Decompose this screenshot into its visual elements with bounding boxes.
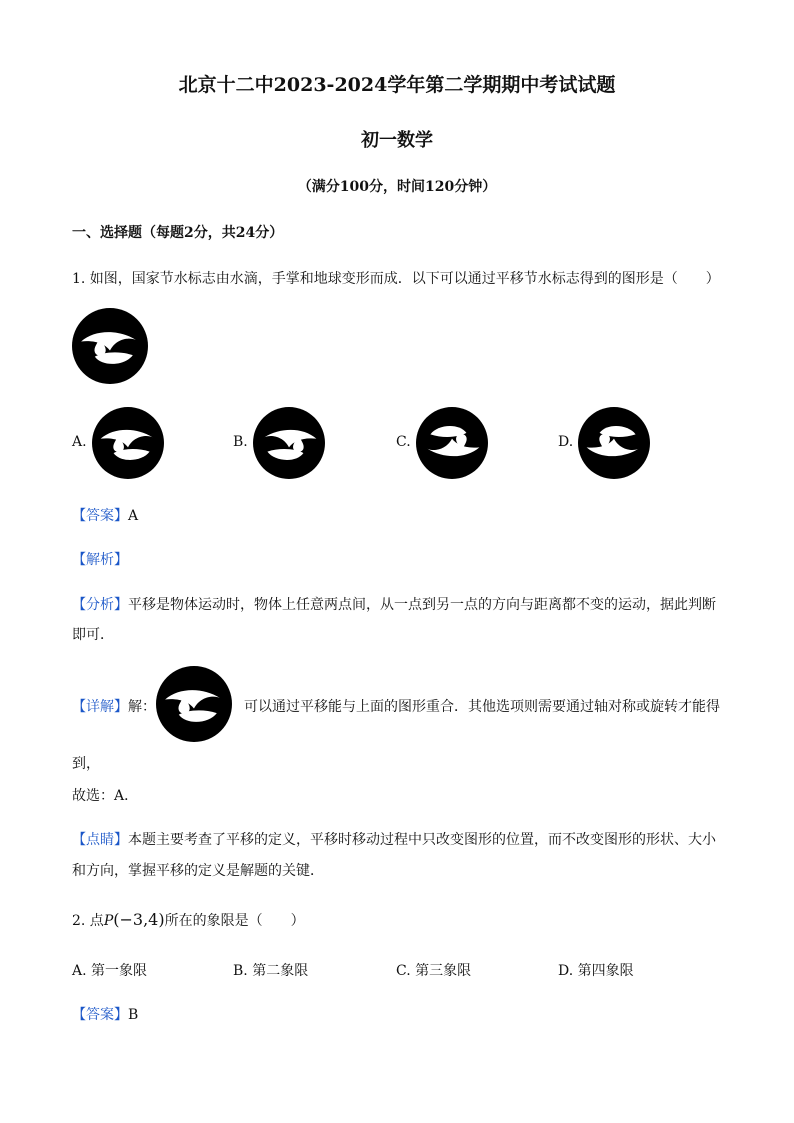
section-heading: 一、选择题（每题2分，共24分） — [72, 225, 284, 241]
fenxi-line-1 — [72, 594, 716, 614]
question-1-stem: 1. 如图，国家节水标志由水滴，手掌和地球变形而成．以下可以通过平移节水标志得到的图形是（ ） — [72, 271, 720, 287]
q2-stem-pre: 2. 点 — [72, 913, 104, 929]
q2-option-a[interactable]: A. 第一象限 — [72, 963, 148, 979]
option-b-label: B. — [233, 434, 248, 450]
xiangjie-prefix-line — [72, 696, 156, 716]
option-d-label: D. — [558, 434, 574, 450]
option-d-logo-icon[interactable] — [578, 407, 650, 479]
q2-stem-post: 所在的象限是（ ） — [164, 913, 305, 929]
dianjing-text: 本题主要考查了平移的定义，平移时移动过程中只改变图形的位置，而不改变图形的形状、大小 — [128, 832, 716, 848]
xiangjie-prefix: 解： — [128, 699, 156, 715]
exam-title: 北京十二中2023-2024学年第二学期期中考试试题 — [178, 74, 616, 96]
q2-option-d[interactable]: D. 第四象限 — [558, 963, 634, 979]
answer-value: A — [128, 508, 139, 524]
option-a-label: A. — [72, 434, 87, 450]
q2-point-name: P — [103, 913, 114, 929]
fenxi-tag: 【分析】 — [72, 597, 128, 613]
option-c-label: C. — [396, 434, 411, 450]
option-b-logo-icon[interactable] — [253, 407, 325, 479]
fenxi-text: 平移是物体运动时，物体上任意两点间，从一点到另一点的方向与距离都不变的运动，据此判断 — [128, 597, 716, 613]
answer-tag: 【答案】 — [72, 508, 128, 524]
option-a-logo-icon[interactable] — [92, 407, 164, 479]
dianjing-tag: 【点睛】 — [72, 832, 128, 848]
xiangjie-text: 可以通过平移能与上面的图形重合．其他选项则需要通过轴对称或旋转才能得 — [244, 699, 720, 715]
q2-answer-tag: 【答案】 — [72, 1007, 128, 1023]
xiangjie-logo-icon — [156, 666, 232, 742]
q2-option-b[interactable]: B. 第二象限 — [233, 963, 309, 979]
exam-subject: 初一数学 — [361, 130, 433, 151]
xiangjie-tag: 【详解】 — [72, 699, 128, 715]
analysis-tag: 【解析】 — [72, 552, 128, 568]
q2-answer — [72, 1004, 138, 1024]
q2-option-c[interactable]: C. 第三象限 — [396, 963, 472, 979]
question-2-stem — [72, 910, 305, 930]
xiangjie-line-2: 到， — [72, 756, 100, 772]
exam-info: （满分100分，时间120分钟） — [297, 179, 497, 195]
dianjing-line-1 — [72, 829, 716, 849]
option-c-logo-icon[interactable] — [416, 407, 488, 479]
dianjing-line-2: 和方向，掌握平移的定义是解题的关键． — [72, 863, 324, 879]
water-saving-logo-icon — [72, 308, 148, 384]
q2-coords: (−3,4) — [113, 910, 165, 929]
q1-answer — [72, 505, 138, 525]
q2-answer-value: B — [128, 1007, 139, 1023]
fenxi-line-2: 即可． — [72, 627, 114, 643]
conclusion: 故选：A． — [72, 788, 139, 804]
